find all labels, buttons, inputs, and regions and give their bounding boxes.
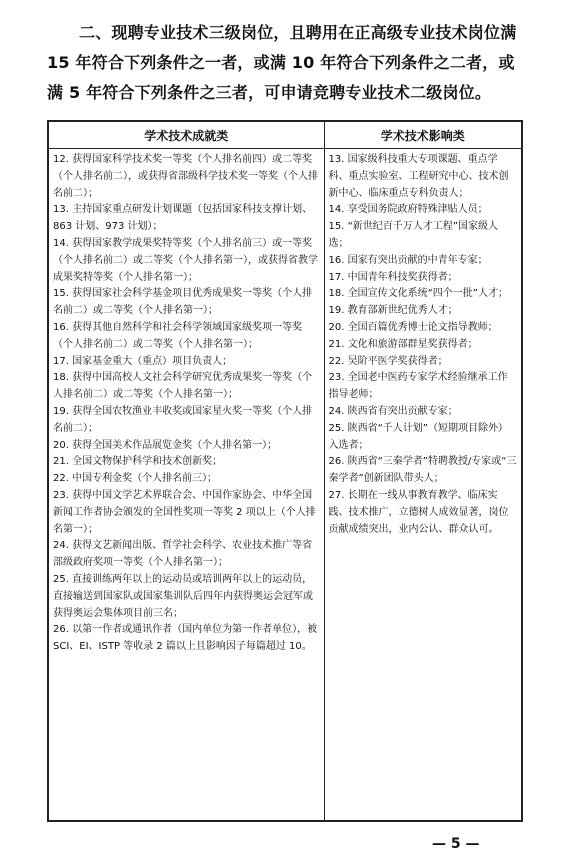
list-item: 21. 文化和旅游部群星奖获得者； [328, 338, 478, 350]
intro-paragraph: 二、现聘专业技术三级岗位，且聘用在正高级专业技术岗位满 15 年符合下列条件之一者，或满 10 年符合下列条件之二者，或满 5 年符合下列条件之三者，可申请竞聘专业技术二级岗位。 [47, 23, 517, 102]
influence-cell [324, 149, 522, 822]
list-item: 26. 陕西省“三秦学者”特聘教授/专家或“三秦学者”创新团队带头人； [328, 456, 517, 485]
list-item: 25. 陕西省“千人计划”（短期项目除外）入选者； [328, 422, 508, 451]
list-item: 26. 以第一作者或通讯作者（国内单位为第一作者单位），被 SCI、EI、ISTP 等收录 2 篇以上且影响因子每篇超过 10。 [53, 624, 318, 653]
list-item: 19. 获得全国农牧渔业丰收奖或国家星火奖一等奖（个人排名前二）； [53, 405, 313, 434]
list-item: 13. 国家级科技重大专项课题、重点学科、重点实验室、工程研究中心、技术创新中心、临床重点专科负责人； [328, 154, 509, 199]
list-item: 21. 全国文物保护科学和技术创新奖； [53, 456, 223, 468]
list-item: 15. “新世纪百千万人才工程”国家级人选； [328, 221, 498, 249]
list-item: 24. 获得文艺新闻出版、哲学社会科学、农业技术推广等省部级政府奖项一等奖（个人排名第一）； [53, 540, 313, 569]
list-item: 19. 教育部新世纪优秀人才； [328, 305, 458, 317]
list-item: 23. 全国老中医药专家学术经验继承工作指导老师； [328, 372, 508, 401]
list-item: 18. 获得中国高校人文社会科学研究优秀成果奖一等奖（个人排名前二）或二等奖（个人排名第一）； [53, 372, 313, 401]
list-item: 16. 获得其他自然科学和社会科学领域国家级奖项一等奖（个人排名前二）或二等奖（个人排名第一）； [53, 321, 303, 350]
list-item: 22. 中国专利金奖（个人排名前三）； [53, 473, 218, 485]
list-item: 17. 中国青年科技奖获得者； [328, 271, 458, 283]
list-item: 16. 国家有突出贡献的中青年专家； [328, 254, 488, 266]
page-number: — 5 — [432, 836, 480, 852]
list-item: 22. 吴阶平医学奖获得者； [328, 355, 448, 367]
list-item: 20. 获得全国美术作品展览金奖（个人排名第一）； [53, 439, 278, 451]
header-academic-influence: 学术技术影响类 [324, 121, 522, 149]
list-item: 15. 获得国家社会科学基金项目优秀成果奖一等奖（个人排名前二）或二等奖（个人排名第一）； [53, 288, 313, 317]
list-item: 14. 获得国家教学成果奖特等奖（个人排名前三）或一等奖（个人排名前二）或二等奖（个人排名第一），或获得省教学成果奖特等奖（个人排名第一）； [53, 237, 318, 283]
list-item: 12. 获得国家科学技术奖一等奖（个人排名前四）或二等奖（个人排名前二），或获得省部级科学技术奖一等奖（个人排名前二）； [53, 154, 318, 199]
list-item: 17. 国家基金重大（重点）项目负责人； [53, 355, 233, 367]
list-item: 14. 享受国务院政府特殊津贴人员； [328, 204, 488, 216]
list-item: 20. 全国百篇优秀博士论文指导教师； [328, 321, 498, 333]
list-item: 24. 陕西省有突出贡献专家； [328, 405, 458, 417]
criteria-table [47, 120, 523, 822]
list-item: 18. 全国宣传文化系统“四个一批”人才； [328, 288, 508, 300]
list-item: 27. 长期在一线从事教育教学、临床实践、技术推广，立德树人成效显著，岗位贡献成绩突出，业内公认、群众认可。 [328, 489, 509, 535]
list-item: 13. 主持国家重点研发计划课题（包括国家科技支撑计划、863 计划、973 计划）； [53, 204, 313, 233]
header-academic-achievement: 学术技术成就类 [48, 121, 324, 149]
achievement-cell [48, 149, 324, 822]
table-header-row [48, 121, 522, 149]
table-row [48, 149, 522, 822]
list-item: 25. 直接训练两年以上的运动员或培训两年以上的运动员，直接输送到国家队或国家集训队后四年内获得奥运会冠军或获得奥运会集体项目前三名； [53, 573, 313, 619]
list-item: 23. 获得中国文学艺术界联合会、中国作家协会、中华全国新闻工作者协会颁发的全国性奖项一等奖 2 项以上（个人排名第一）； [53, 489, 316, 535]
